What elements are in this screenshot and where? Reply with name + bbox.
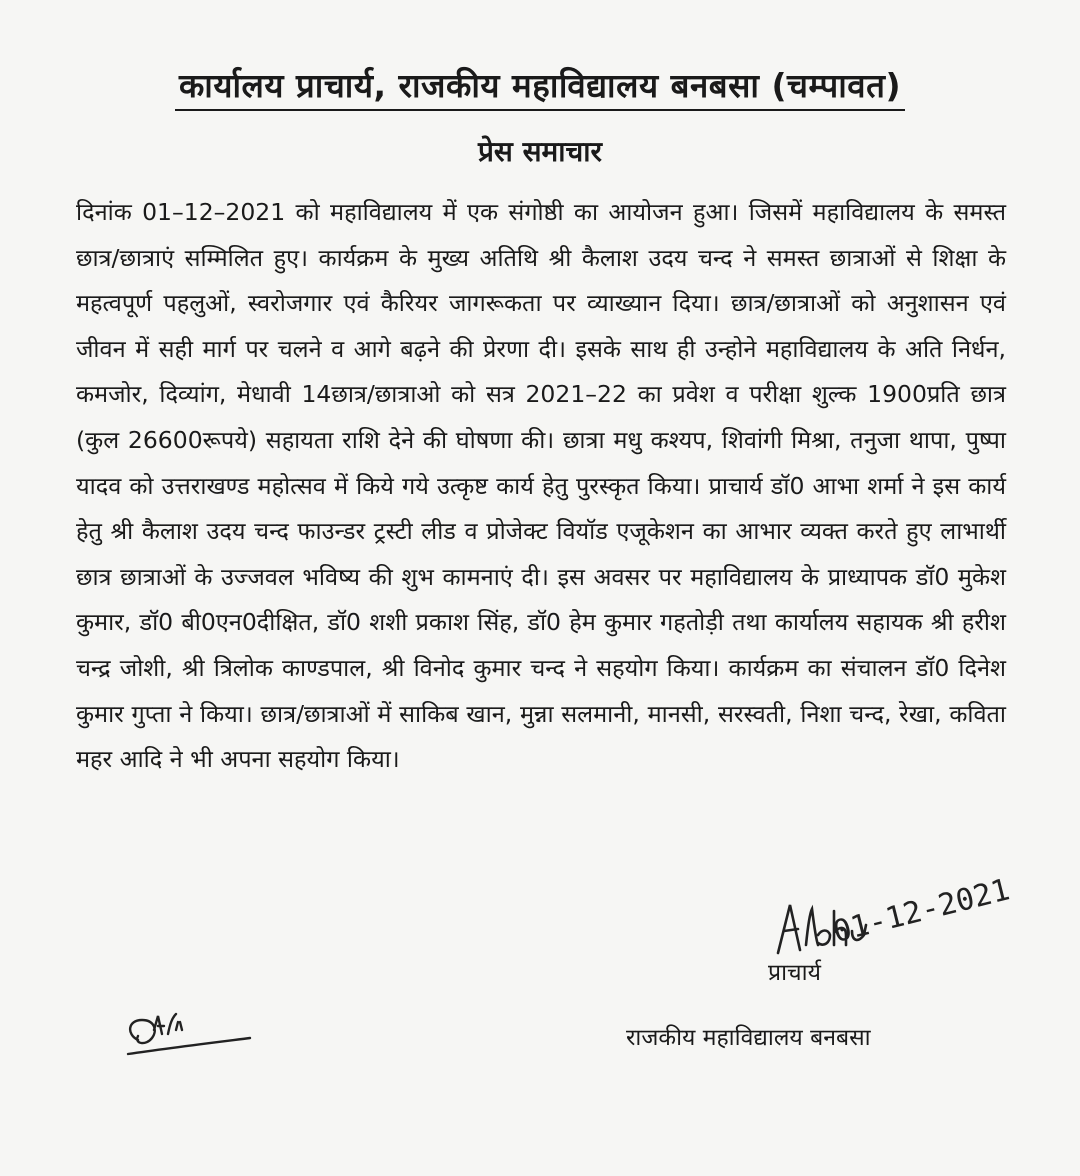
office-title-text: कार्यालय प्राचार्य, राजकीय महाविद्यालय बनबसा (चम्पावत) [175,66,905,111]
handwritten-initials [118,1000,258,1080]
institution-name: राजकीय महाविद्यालय बनबसा [626,1025,871,1051]
press-release-body: दिनांक 01–12–2021 को महाविद्यालय में एक संगोष्ठी का आयोजन हुआ। जिसमें महाविद्यालय के समस्त छात्र/छात्राएं सम्मिलित हुए। कार्यक्रम के मुख्य अतिथि श्री कैलाश उदय चन्द ने समस्त छात्राओं से शिक्षा के महत्वपूर्ण पहलुओं, स्वरोजगार एवं कैरियर जागरूकता पर व्याख्यान दिया। छात्र/छात्राओं को अनुशासन एवं जीवन में सही मार्ग पर चलने व आगे बढ़ने की प्रेरणा दी। इसके साथ ही उन्होने महाविद्यालय के अति निर्धन, कमजोर, दिव्यांग, मेधावी 14छात्र/छात्राओ को सत्र 2021–22 का प्रवेश व परीक्षा शुल्क 1900प्रति छात्र (कुल 26600रूपये) सहायता राशि देने की घोषणा की। छात्रा मधु कश्यप, शिवांगी मिश्रा, तनुजा थापा, पुष्पा यादव को उत्तराखण्ड महोत्सव में किये गये उत्कृष्ट कार्य हेतु पुरस्कृत किया। प्राचार्य डॉ0 आभा शर्मा ने इस कार्य हेतु श्री कैलाश उदय चन्द फाउन्डर ट्रस्टी लीड व प्रोजेक्ट वियॉड एजूकेशन का आभार व्यक्त करते हुए लाभार्थी छात्र छात्राओं के उज्जवल भविष्य की शुभ कामनाएं दी। इस अवसर पर महाविद्यालय के प्राध्यापक डॉ0 मुकेश कुमार, डॉ0 बी0एन0दीक्षित, डॉ0 शशी प्रकाश सिंह, डॉ0 हेम कुमार गहतोड़ी तथा कार्यालय सहायक श्री हरीश चन्द्र जोशी, श्री त्रिलोक काण्डपाल, श्री विनोद कुमार चन्द ने सहयोग किया। कार्यक्रम का संचालन डॉ0 दिनेश कुमार गुप्ता ने किया। छात्र/छात्राओं में साकिब खान, मुन्ना सलमानी, मानसी, सरस्वती, निशा चन्द, रेखा, कविता महर आदि ने भी अपना सहयोग किया। [76,198,1006,774]
office-title [0,62,1080,107]
signature-date: 01-12-2021 [829,872,1014,950]
document-type-title: प्रेस समाचार [477,135,603,168]
signature-designation: प्राचार्य [768,960,821,986]
